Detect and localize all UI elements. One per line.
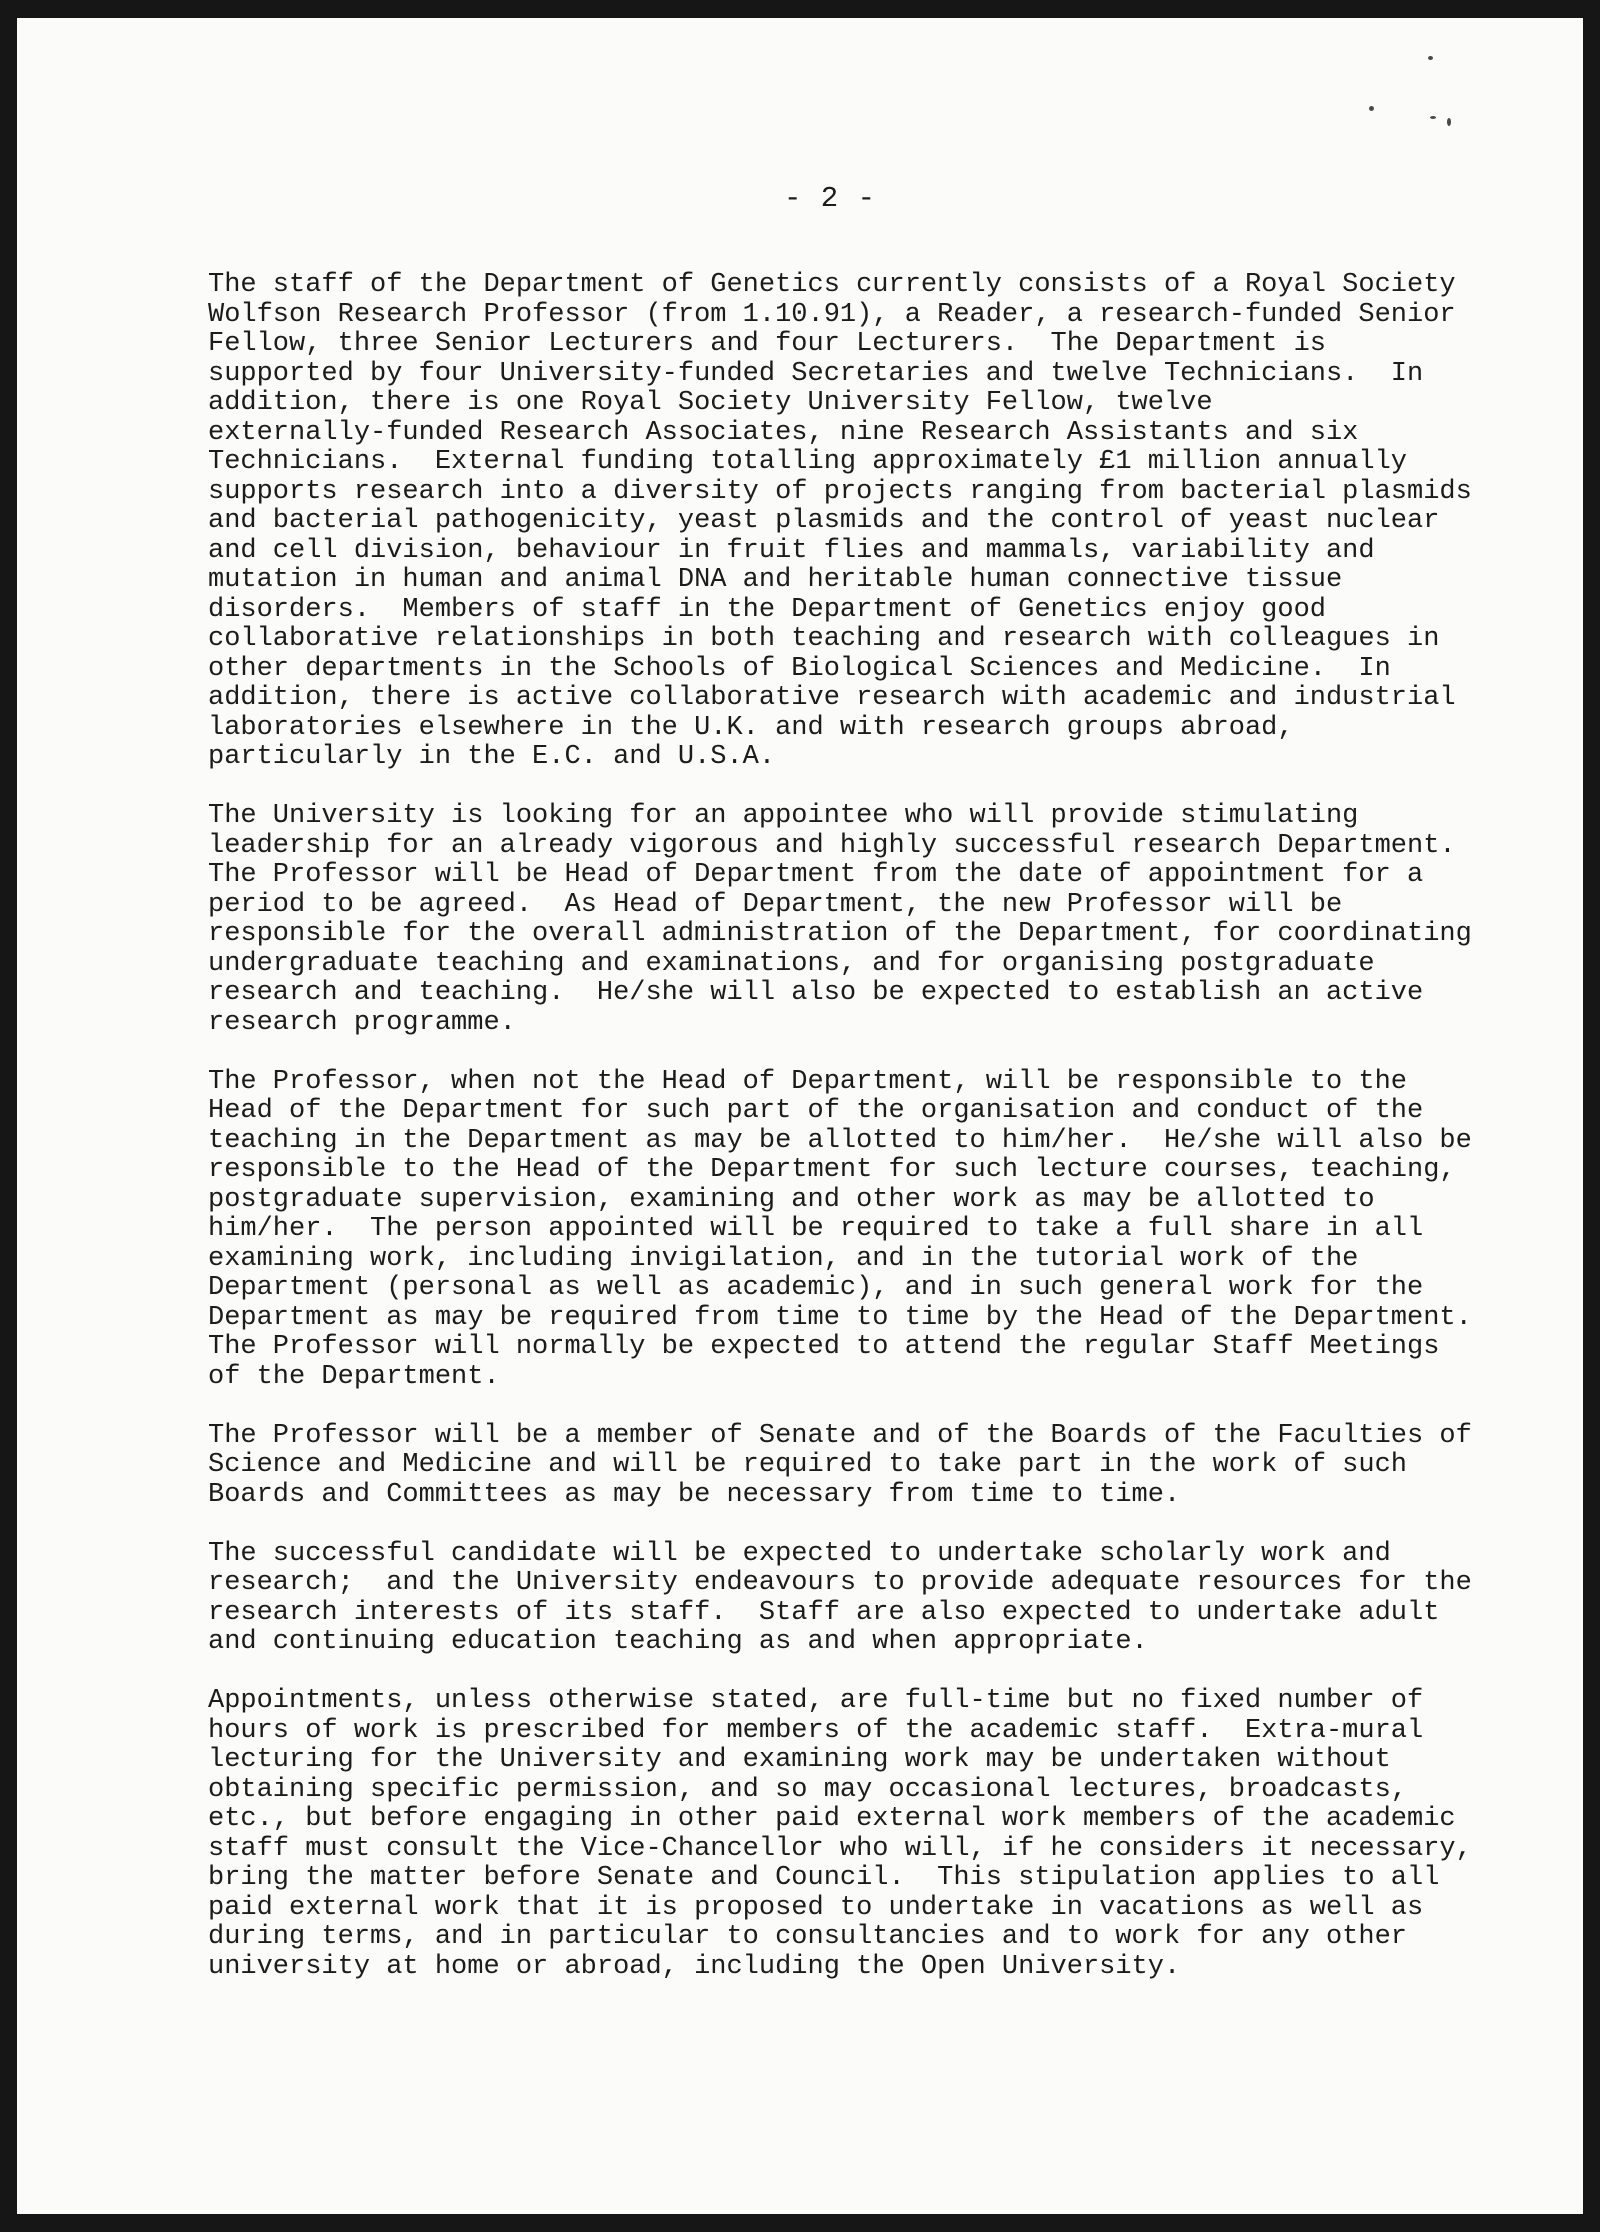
text-line: Fellow, three Senior Lecturers and four Lecturers. The Department is — [208, 329, 1326, 359]
paper-speck — [1430, 116, 1436, 119]
text-line: teaching in the Department as may be allotted to him/her. He/she will also be — [208, 1125, 1472, 1156]
text-line: research programme. — [208, 1007, 516, 1038]
text-line: responsible to the Head of the Department for such lecture courses, teaching, — [208, 1155, 1456, 1185]
paper-speck — [1428, 56, 1433, 60]
text-line: Boards and Committees as may be necessary from time to time. — [208, 1479, 1181, 1510]
text-line: university at home or abroad, including the Open University. — [208, 1951, 1181, 1982]
paragraph-department-staff — [208, 271, 1508, 773]
text-line: supports research into a diversity of projects ranging from bacterial plasmids — [208, 476, 1472, 507]
text-line: The Professor, when not the Head of Department, will be responsible to the — [208, 1066, 1407, 1097]
text-line: lecturing for the University and examining work may be undertaken without — [208, 1745, 1391, 1775]
text-line: supported by four University-funded Secretaries and twelve Technicians. In — [208, 358, 1424, 389]
text-line: postgraduate supervision, examining and other work as may be allotted to — [208, 1184, 1375, 1215]
text-line: etc., but before engaging in other paid external work members of the academic — [208, 1804, 1456, 1834]
text-line: obtaining specific permission, and so may occasional lectures, broadcasts, — [208, 1774, 1407, 1805]
document-body — [208, 271, 1508, 2012]
text-line: leadership for an already vigorous and highly successful research Department. — [208, 830, 1456, 861]
text-line: bring the matter before Senate and Council. This stipulation applies to all — [208, 1863, 1440, 1893]
text-line: Department as may be required from time to time by the Head of the Department. — [208, 1302, 1472, 1333]
text-line: and continuing education teaching as and when appropriate. — [208, 1627, 1148, 1657]
text-line: during terms, and in particular to consultancies and to work for any other — [208, 1922, 1407, 1952]
text-line: Science and Medicine and will be required to take part in the work of such — [208, 1450, 1407, 1480]
text-line: disorders. Members of staff in the Department of Genetics enjoy good — [208, 594, 1326, 625]
text-line: Technicians. External funding totalling approximately £1 million annually — [208, 447, 1407, 477]
text-line: him/her. The person appointed will be required to take a full share in all — [208, 1214, 1424, 1244]
paragraph-senate-membership — [208, 1422, 1508, 1511]
text-line: laboratories elsewhere in the U.K. and with research groups abroad, — [208, 712, 1294, 743]
text-line: Wolfson Research Professor (from 1.10.91), a Reader, a research-funded Senior — [208, 299, 1456, 330]
text-line: and cell division, behaviour in fruit flies and mammals, variability and — [208, 535, 1375, 566]
text-line: The staff of the Department of Genetics currently consists of a Royal Society — [208, 270, 1456, 300]
text-line: period to be agreed. As Head of Department, the new Professor will be — [208, 889, 1343, 920]
text-line: paid external work that it is proposed to undertake in vacations as well as — [208, 1892, 1424, 1923]
paragraph-scholarly-work — [208, 1540, 1508, 1658]
paragraph-appointment-terms — [208, 1687, 1508, 1982]
text-line: undergraduate teaching and examinations, and for organising postgraduate — [208, 948, 1375, 979]
text-line: addition, there is one Royal Society University Fellow, twelve — [208, 388, 1213, 418]
paragraph-appointee-leadership — [208, 802, 1508, 1038]
text-line: Department (personal as well as academic), and in such general work for the — [208, 1273, 1424, 1303]
text-line: examining work, including invigilation, and in the tutorial work of the — [208, 1243, 1359, 1274]
text-line: The University is looking for an appointee who will provide stimulating — [208, 801, 1359, 831]
text-line: Head of the Department for such part of the organisation and conduct of the — [208, 1096, 1424, 1126]
text-line: of the Department. — [208, 1361, 500, 1392]
text-line: staff must consult the Vice-Chancellor who will, if he considers it necessary, — [208, 1833, 1472, 1864]
text-line: The Professor will be Head of Department from the date of appointment for a — [208, 860, 1424, 890]
paragraph-professor-responsibilities — [208, 1068, 1508, 1393]
text-line: The Professor will normally be expected to attend the regular Staff Meetings — [208, 1332, 1440, 1362]
text-line: particularly in the E.C. and U.S.A. — [208, 742, 776, 772]
text-line: hours of work is prescribed for members of the academic staff. Extra-mural — [208, 1715, 1424, 1746]
text-line: research; and the University endeavours to provide adequate resources for the — [208, 1568, 1472, 1598]
text-line: other departments in the Schools of Biological Sciences and Medicine. In — [208, 653, 1391, 684]
text-line: responsible for the overall administration of the Department, for coordinating — [208, 919, 1472, 949]
text-line: and bacterial pathogenicity, yeast plasmids and the control of yeast nuclear — [208, 506, 1440, 536]
text-line: research and teaching. He/she will also be expected to establish an active — [208, 978, 1424, 1008]
text-line: mutation in human and animal DNA and heritable human connective tissue — [208, 565, 1343, 595]
text-line: Appointments, unless otherwise stated, are full-time but no fixed number of — [208, 1686, 1424, 1716]
text-line: externally-funded Research Associates, nine Research Assistants and six — [208, 417, 1359, 448]
text-line: The Professor will be a member of Senate and of the Boards of the Faculties of — [208, 1420, 1472, 1451]
text-line: collaborative relationships in both teaching and research with colleagues in — [208, 624, 1440, 654]
text-line: research interests of its staff. Staff are also expected to undertake adult — [208, 1597, 1440, 1628]
text-line: The successful candidate will be expected to undertake scholarly work and — [208, 1538, 1391, 1569]
text-line: addition, there is active collaborative research with academic and industrial — [208, 683, 1456, 713]
page-number: - 2 - — [783, 182, 876, 215]
paper-speck — [1447, 118, 1451, 126]
paper-speck — [1369, 106, 1374, 111]
